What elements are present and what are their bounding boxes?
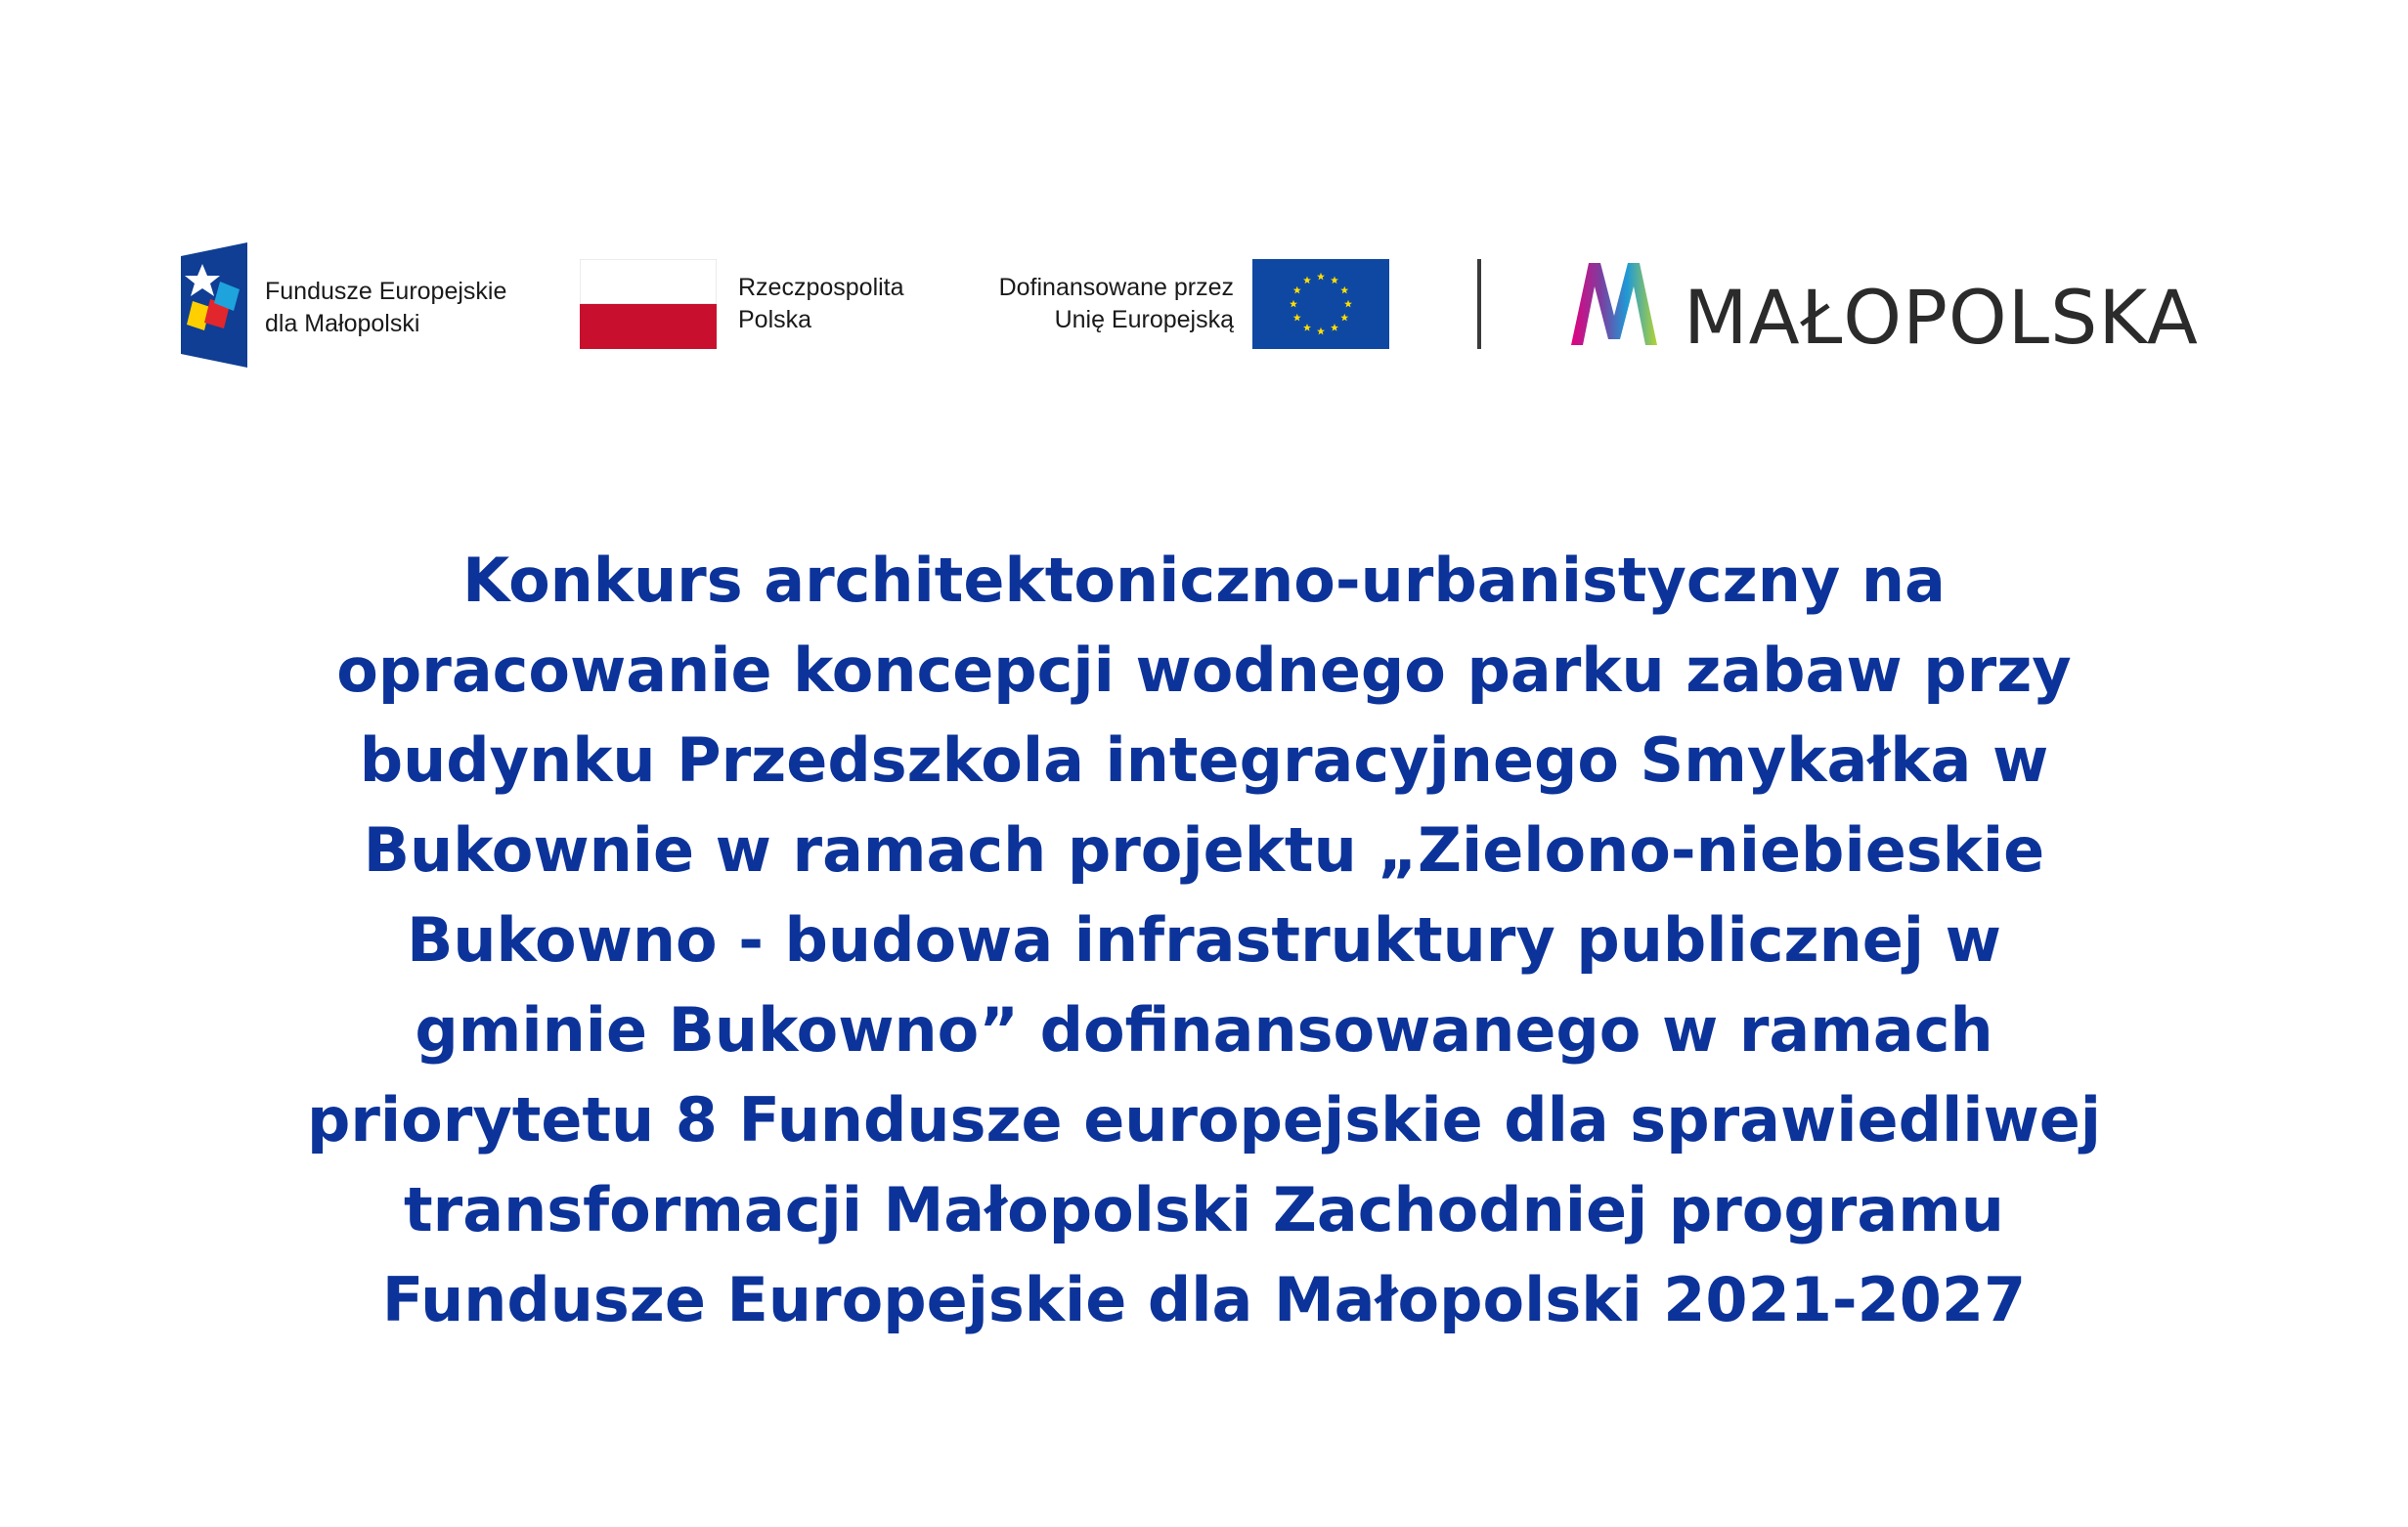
malopolska-m-icon <box>1567 257 1661 355</box>
malopolska-wordmark: MAŁOPOLSKA <box>1684 274 2199 361</box>
headline-line: Konkurs architektoniczno-urbanistyczny na <box>462 545 1946 616</box>
eu-line2: Unię Europejską <box>1054 306 1234 333</box>
headline-line: Bukownie w ramach projektu „Zielono-niebieskie <box>363 814 2045 886</box>
competition-headline <box>147 536 2261 1345</box>
headline-line: opracowanie koncepcji wodnego parku zabaw przy <box>336 634 2072 706</box>
fundusze-europejskie-logo-text <box>265 276 506 340</box>
rzeczpospolita-logo-text <box>738 272 904 336</box>
polish-flag-icon <box>580 259 717 353</box>
headline-line: Fundusze Europejskie dla Małopolski 2021-2027 <box>381 1264 2027 1335</box>
logo-divider <box>1477 259 1481 349</box>
headline-line: transformacji Małopolski Zachodniej programu <box>404 1174 2004 1245</box>
pl-line1: Rzeczpospolita <box>738 274 904 301</box>
logo-bar <box>0 0 2408 411</box>
eu-flag-icon <box>1252 259 1389 353</box>
headline-line: priorytetu 8 Fundusze europejskie dla sprawiedliwej <box>306 1084 2102 1156</box>
fe-line1: Fundusze Europejskie <box>265 278 507 305</box>
headline-line: gminie Bukowno” dofinansowanego w ramach <box>415 994 1993 1066</box>
headline-line: budynku Przedszkola integracyjnego Smykałka w <box>359 724 2049 796</box>
pl-line2: Polska <box>738 306 812 333</box>
fe-line2: dla Małopolski <box>265 310 420 337</box>
eu-cofunding-text <box>975 272 1234 336</box>
eu-line1: Dofinansowane przez <box>998 274 1234 301</box>
fundusze-europejskie-logo-icon <box>181 242 247 371</box>
headline-line: Bukowno - budowa infrastruktury publicznej w <box>407 904 2001 976</box>
